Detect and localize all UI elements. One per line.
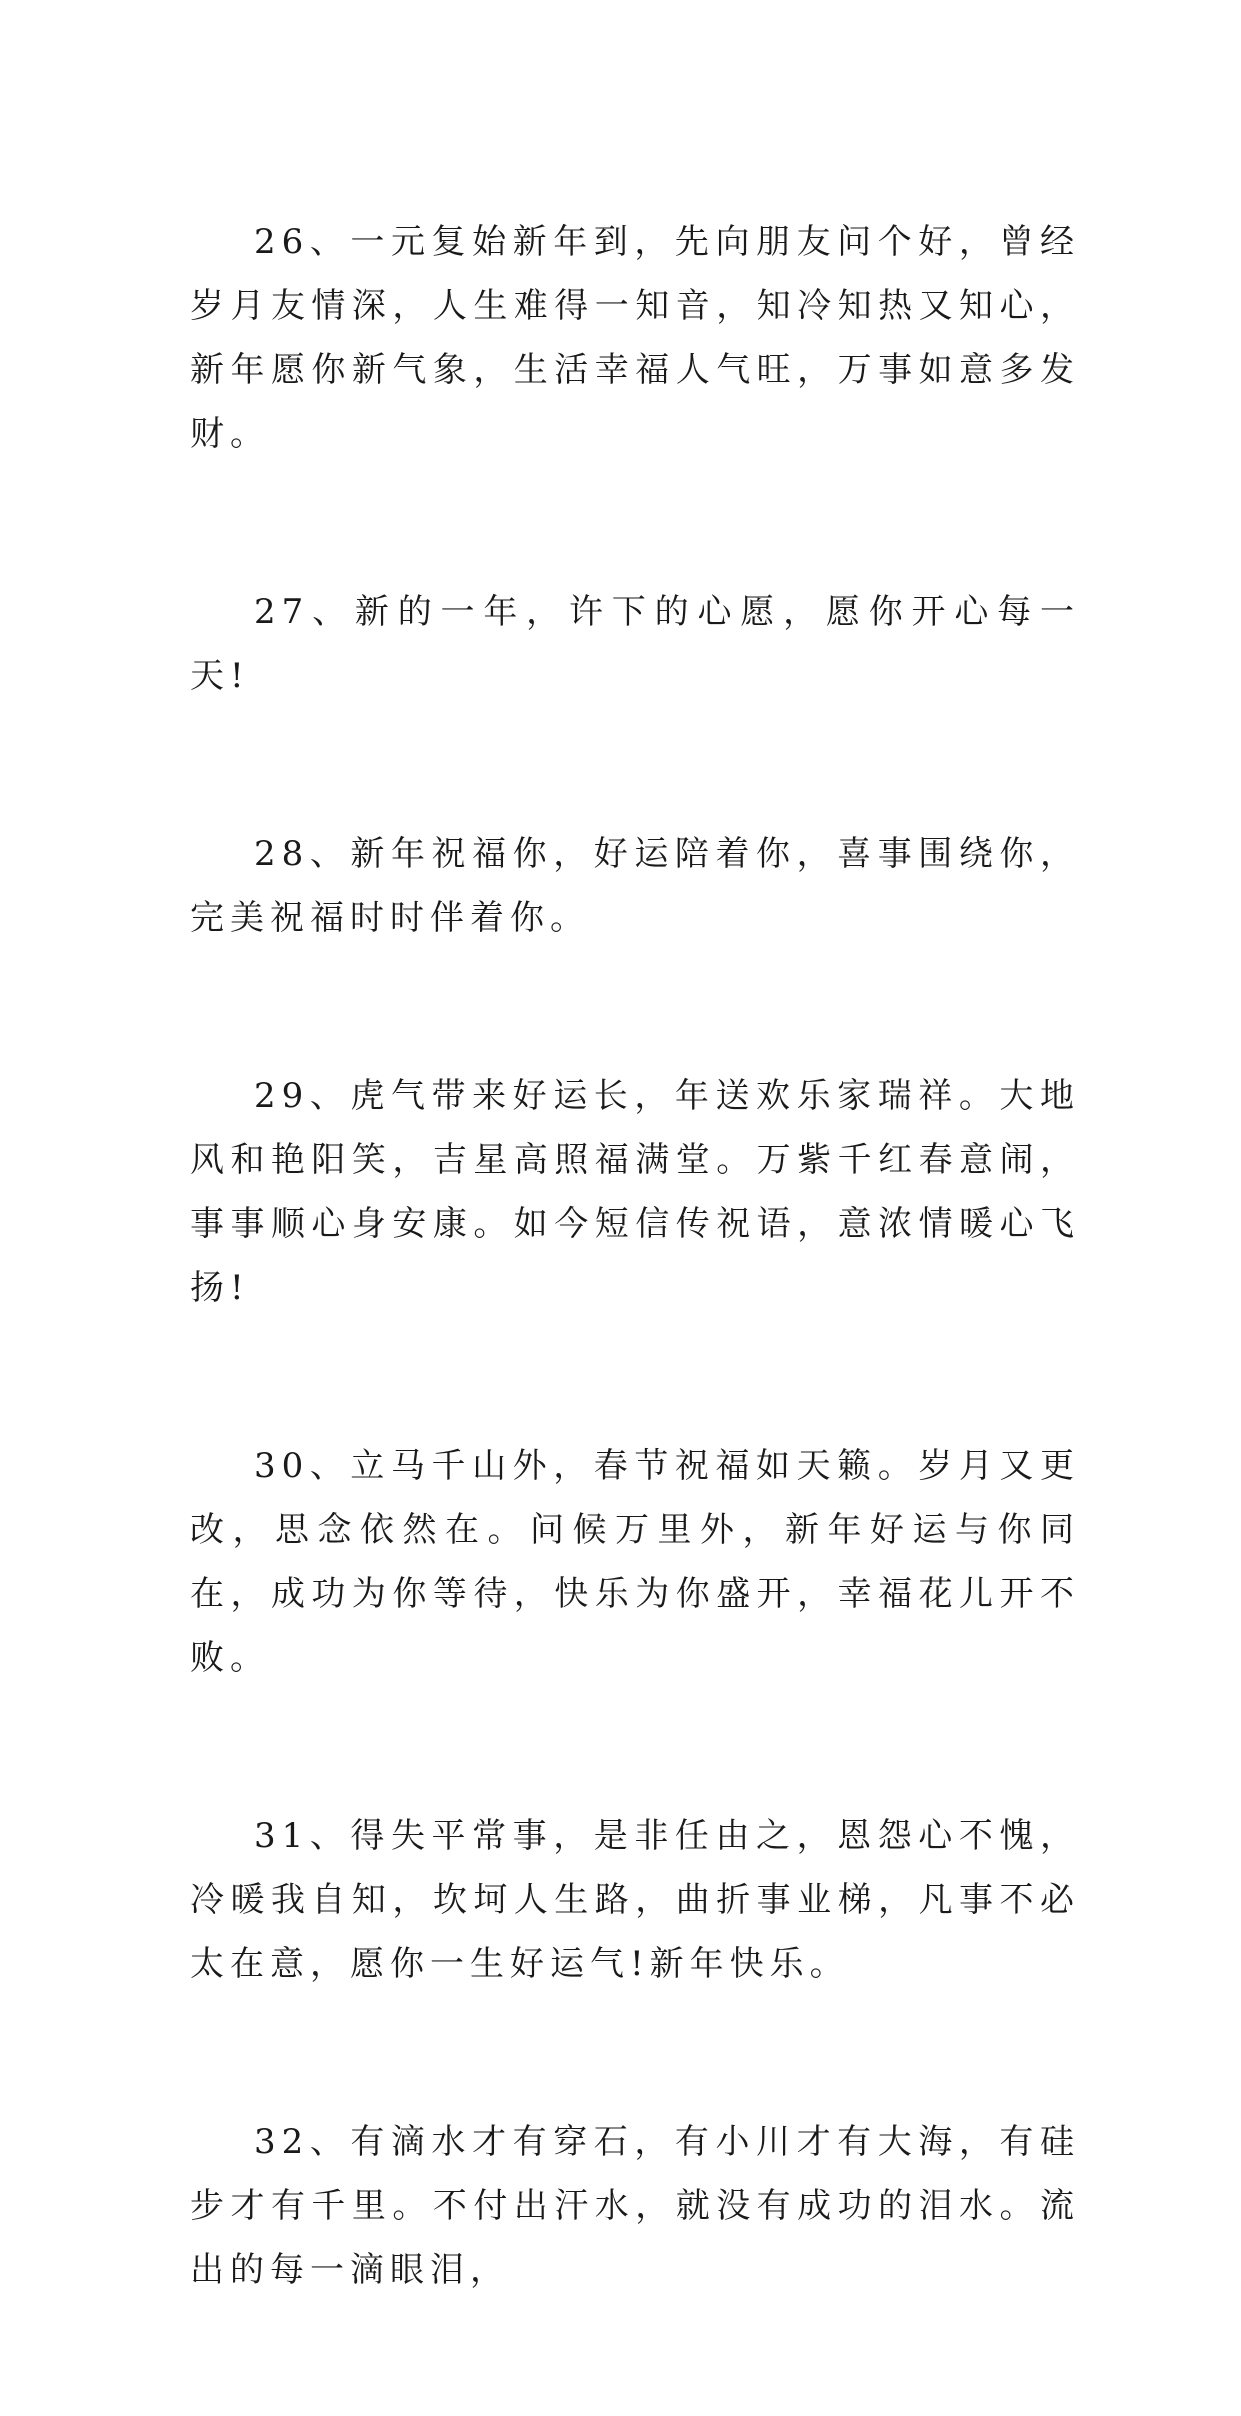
paragraph-26: 26、一元复始新年到，先向朋友问个好，曾经岁月友情深，人生难得一知音，知冷知热又知心，新年愿你新气象，生活幸福人气旺，万事如意多发财。 <box>190 222 1080 454</box>
paragraph-30: 30、立马千山外，春节祝福如天籁。岁月又更改，思念依然在。问候万里外，新年好运与你同在，成功为你等待，快乐为你盛开，幸福花儿开不败。 <box>190 1446 1080 1678</box>
paragraph-31: 31、得失平常事，是非任由之，恩怨心不愧，冷暖我自知，坎坷人生路，曲折事业梯，凡事不必太在意，愿你一生好运气!新年快乐。 <box>190 1816 1080 1984</box>
paragraph-28: 28、新年祝福你，好运陪着你，喜事围绕你，完美祝福时时伴着你。 <box>190 834 1080 938</box>
paragraph-29: 29、虎气带来好运长，年送欢乐家瑞祥。大地风和艳阳笑，吉星高照福满堂。万紫千红春意闹，事事顺心身安康。如今短信传祝语，意浓情暖心飞扬! <box>190 1076 1080 1308</box>
paragraph-27: 27、新的一年，许下的心愿，愿你开心每一天! <box>190 592 1080 696</box>
document-body <box>190 210 1080 2416</box>
paragraph-32: 32、有滴水才有穿石，有小川才有大海，有硅步才有千里。不付出汗水，就没有成功的泪水。流出的每一滴眼泪， <box>190 2122 1080 2290</box>
